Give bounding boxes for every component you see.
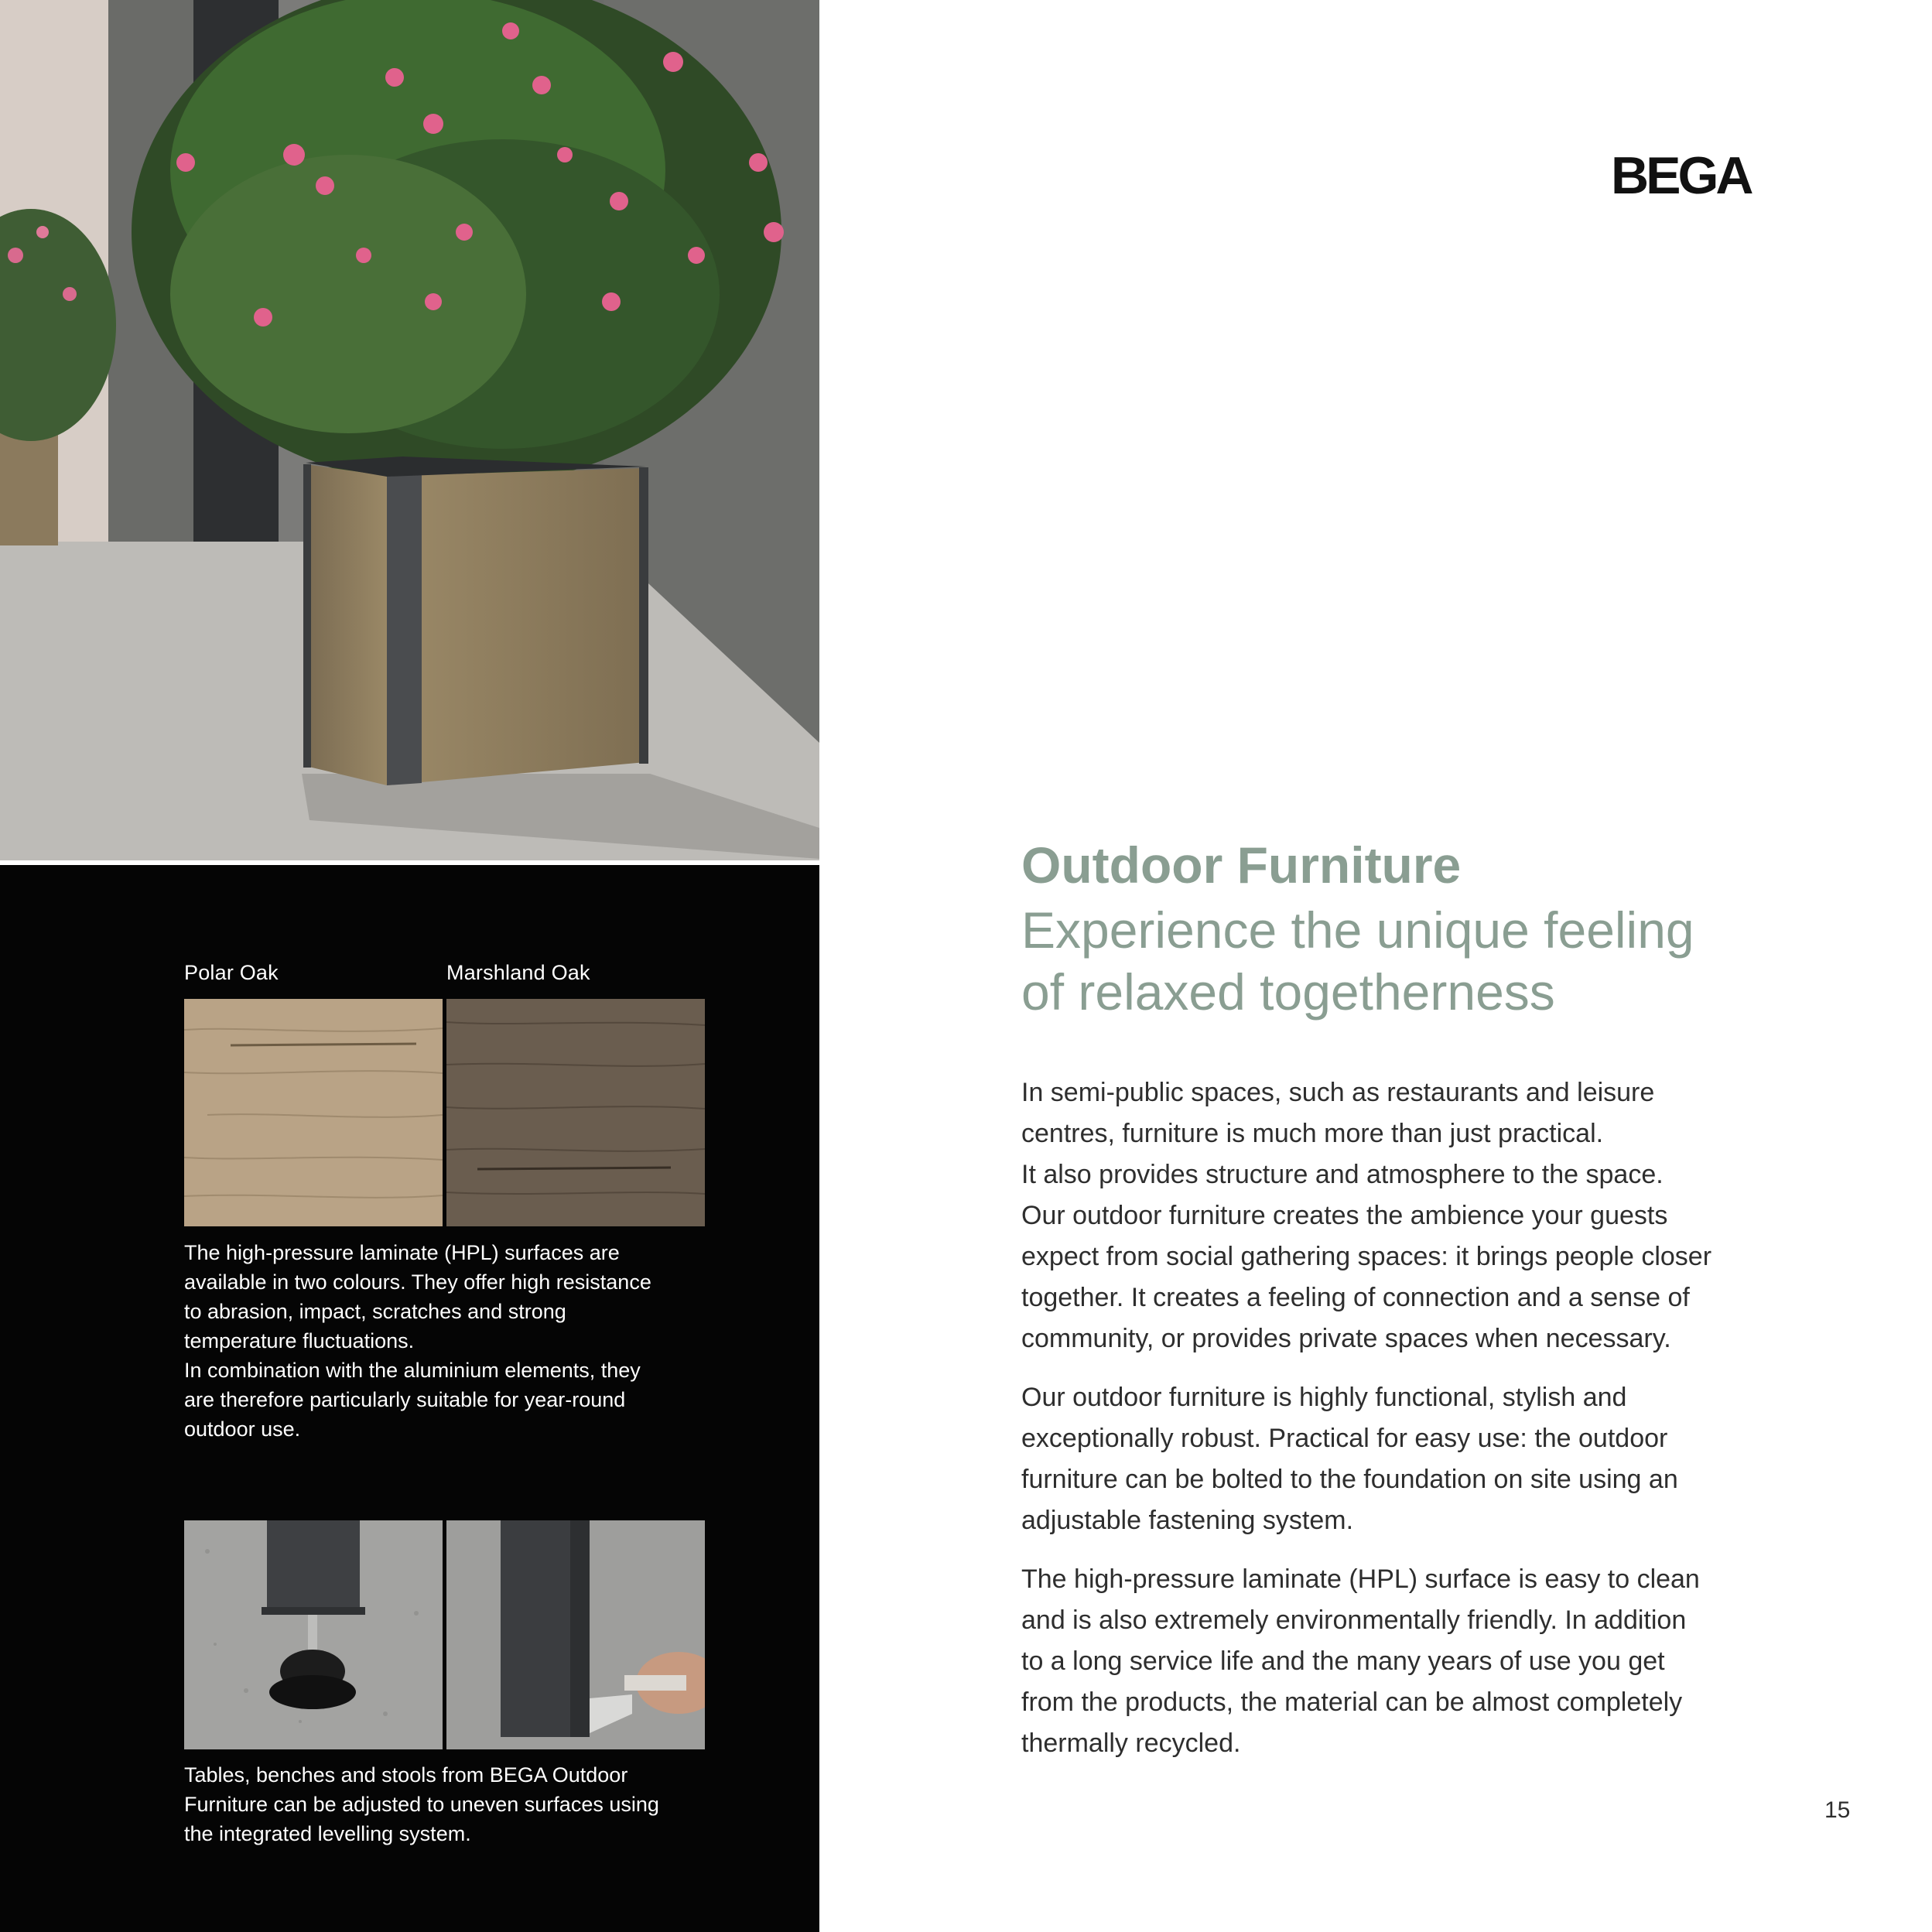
body-paragraph <box>1021 1072 1787 1359</box>
materials-caption <box>184 1238 718 1444</box>
body-line: Our outdoor furniture creates the ambience your guests <box>1021 1201 1668 1230</box>
body-line: adjustable fastening system. <box>1021 1506 1354 1535</box>
caption-line: the integrated levelling system. <box>184 1822 471 1845</box>
levelling-foot-photo <box>184 1520 443 1749</box>
body-line: from the products, the material can be almost completely <box>1021 1688 1683 1717</box>
body-line: and is also extremely environmentally friendly. In addition <box>1021 1605 1687 1635</box>
article-body <box>1021 1072 1787 1782</box>
body-line: centres, furniture is much more than just practical. <box>1021 1119 1604 1148</box>
subtitle-line: Experience the unique feeling <box>1021 901 1694 959</box>
caption-line: available in two colours. They offer high resistance <box>184 1270 651 1294</box>
caption-line: Furniture can be adjusted to uneven surfaces using <box>184 1793 659 1816</box>
body-line: In semi-public spaces, such as restaurants and leisure <box>1021 1078 1655 1107</box>
body-line: exceptionally robust. Practical for easy use: the outdoor <box>1021 1424 1668 1453</box>
swatch-label-polar-oak: Polar Oak <box>184 961 279 984</box>
page-subtitle <box>1021 899 1872 1023</box>
levelling-caption <box>184 1760 718 1848</box>
body-paragraph <box>1021 1559 1787 1764</box>
body-line: The high-pressure laminate (HPL) surface is easy to clean <box>1021 1564 1700 1594</box>
body-line: Our outdoor furniture is highly functional, stylish and <box>1021 1383 1627 1412</box>
body-line: together. It creates a feeling of connection and a sense of <box>1021 1283 1690 1312</box>
caption-line: Tables, benches and stools from BEGA Outdoor <box>184 1763 628 1787</box>
caption-line: In combination with the aluminium elements, they <box>184 1359 641 1382</box>
body-line: to a long service life and the many years of use you get <box>1021 1646 1665 1676</box>
body-line: furniture can be bolted to the foundation on site using an <box>1021 1465 1678 1494</box>
caption-line: The high-pressure laminate (HPL) surfaces are <box>184 1241 620 1264</box>
fastening-photo <box>446 1520 705 1749</box>
caption-line: temperature fluctuations. <box>184 1329 415 1352</box>
planter-photo <box>0 0 819 860</box>
polar-oak-swatch <box>184 999 443 1226</box>
body-paragraph <box>1021 1377 1787 1541</box>
body-line: expect from social gathering spaces: it brings people closer <box>1021 1242 1712 1271</box>
marshland-oak-swatch <box>446 999 705 1226</box>
page-number: 15 <box>1824 1797 1851 1823</box>
body-line: It also provides structure and atmosphere to the space. <box>1021 1160 1664 1189</box>
caption-line: to abrasion, impact, scratches and strong <box>184 1300 566 1323</box>
swatch-label-marshland-oak: Marshland Oak <box>446 961 590 984</box>
page-title: Outdoor Furniture <box>1021 836 1462 894</box>
bega-logo: BEGA <box>1611 146 1751 205</box>
subtitle-line: of relaxed togetherness <box>1021 963 1555 1021</box>
body-line: thermally recycled. <box>1021 1729 1241 1758</box>
body-line: community, or provides private spaces when necessary. <box>1021 1324 1671 1353</box>
caption-line: outdoor use. <box>184 1417 301 1441</box>
caption-line: are therefore particularly suitable for year-round <box>184 1388 626 1411</box>
